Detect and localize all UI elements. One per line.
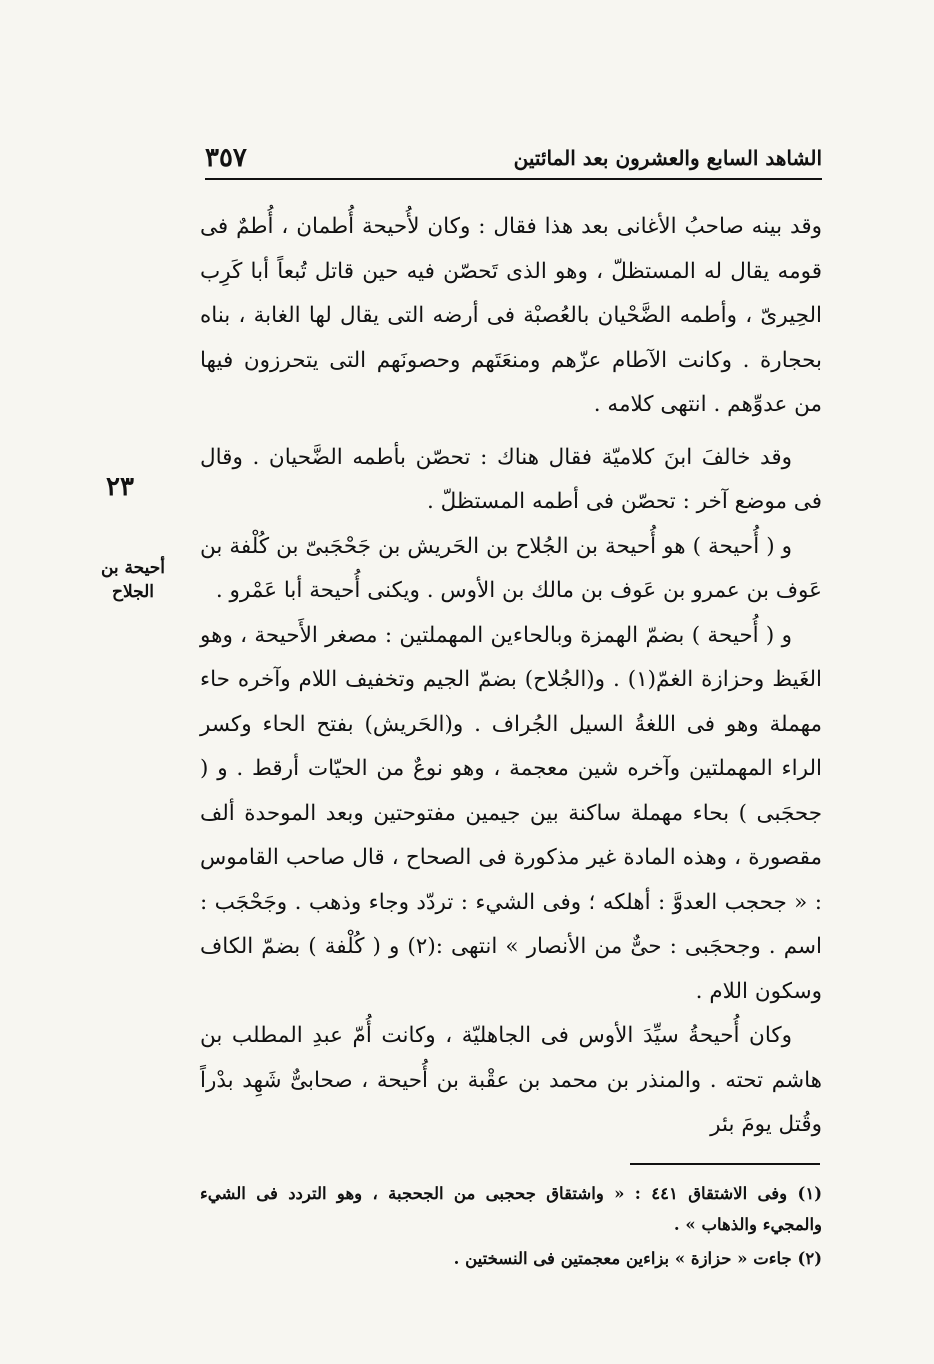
paragraph: وقد خالفَ ابنَ كلاميّة فقال هناك : تحصّن بأطمه الضَّحيان . وقال فى موضع آخر : تحصّن فى أطمه المستظلّ . — [200, 444, 822, 514]
paragraph: و ( أُحيحة ) هو أُحيحة بن الجُلاح بن الحَريش بن جَحْجَبىّ بن كُلْفة بن عَوف بن عمرو بن عَوف بن مالك بن الأوس . ويكنى أُحيحة أبا عَمْرو . — [200, 533, 822, 603]
page-header — [205, 140, 822, 176]
paragraph: و ( أُحيحة ) بضمّ الهمزة وبالحاءين المهملتين : مصغر الأَحيحة ، وهو الغَيظ وحزازة الغمّ(١) . و(الجُلاح) بضمّ الجيم وتخفيف اللام وآخره حاء مهملة وهو فى اللغةُ السيل الجُراف . و(الحَريش) بفتح الحاء وكسر الراء المهملتين وآخره شين معجمة ، وهو نوعٌ من الحيّات أرقط . و ( جحجَبى ) بحاء مهملة ساكنة بين جيمين مفتوحتين وبعد الموحدة ألف مقصورة ، وهذه المادة غير مذكورة فى الصحاح ، قال صاحب القاموس : « جحجب العدوَّ : أهلكه ؛ وفى الشيء : تردّد وجاء وذهب . وجَحْجَب : اسم . وجحجَبى : حىٌّ من الأنصار » انتهى :(٢) و ( كُلْفة ) بضمّ الكاف وسكون اللام . — [200, 622, 822, 1004]
paragraph: وقد بينه صاحبُ الأغانى بعد هذا فقال : وكان لأُحيحة أُطمان ، أُطمٌ فى قومه يقال له المستظلّ ، وهو الذى تَحصّن فيه حين قاتل تُبعاً أبا كَرِب الحِيرىّ ، وأطمه الضَّحْيان بالعُصبْة فى أرضه التى يقال لها الغابة ، بناه بحجارة . وكانت الآطام عزّهم ومنعَتَهم وحصونَهم التى يتحرزون فيها من عدوِّهم . انتهى كلامه . — [200, 214, 822, 417]
footnote-rule — [630, 1163, 820, 1165]
witness-number: ٢٣ — [106, 472, 134, 502]
paragraph: وكان أُحيحةُ سيِّدَ الأوس فى الجاهليّة ، وكانت أُمّ عبدِ المطلب بن هاشم تحته . والمنذر بن محمد بن عقْبة بن أُحيحة ، صحابىٌّ شَهِد بدْراً وقُتل يومَ بئر — [200, 1023, 822, 1137]
margin-heading: أحيحة بن الجلاح — [100, 558, 166, 602]
footnotes — [200, 1178, 822, 1274]
running-title: الشاهد السابع والعشرون بعد المائتين — [513, 146, 822, 170]
footnote: (٢) جاءت « حزازة » بزاءين معجمتين فى النسختين . — [453, 1249, 822, 1268]
header-rule — [205, 178, 822, 180]
page-number: ٣٥٧ — [205, 143, 247, 173]
footnote: (١) وفى الاشتقاق ٤٤١ : « واشتقاق جحجبى من الجحجبة ، وهو التردد فى الشيء والمجيء والذهاب » . — [200, 1184, 823, 1234]
main-text — [200, 205, 822, 1148]
